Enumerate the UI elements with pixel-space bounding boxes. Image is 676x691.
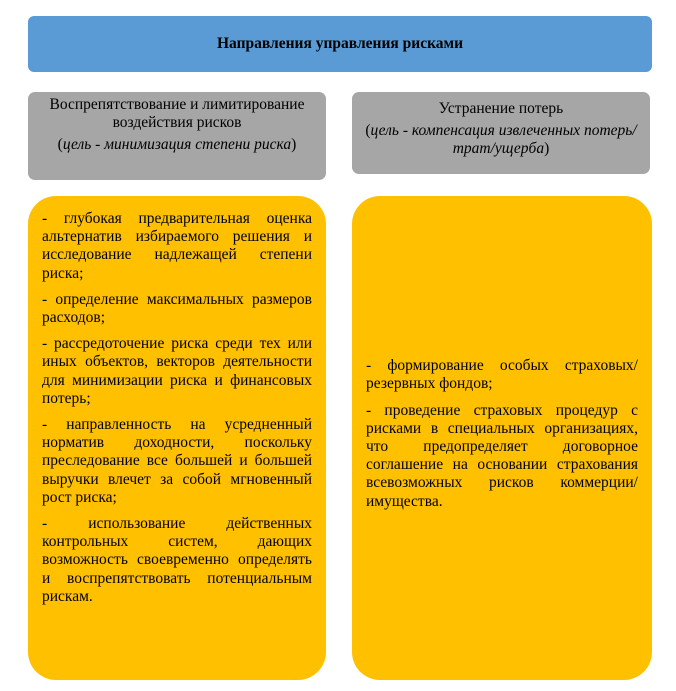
category-right-goal-text: цель - компенсация извлеченных потерь/трат/ущерба (370, 122, 637, 157)
goal-open-paren: ( (57, 136, 63, 153)
category-left (28, 92, 326, 180)
goal-close-paren: ) (544, 140, 550, 157)
list-item: - глубокая предварительная оценка альтернатив избираемого решения и исследование надлежащей степени риска; (42, 210, 312, 282)
category-left-goal (28, 136, 326, 154)
category-left-heading: Воспрепятствование и лимитирование воздействия рисков (49, 96, 305, 131)
list-item: - рассредоточение риска среди тех или иных объектов, векторов деятельности для минимизации риска и финансовых потерь; (42, 335, 312, 407)
diagram-title (28, 16, 652, 72)
category-left-goal-text: цель - минимизация степени риска (62, 136, 292, 153)
category-right-heading: Устранение потерь (438, 100, 564, 117)
category-right (352, 92, 650, 174)
measures-right-box (352, 196, 652, 680)
measures-left-box (28, 196, 326, 680)
goal-close-paren: ) (291, 136, 297, 153)
list-item: - проведение страховых процедур с рисками в специальных организациях, что предопределяет договорное соглашение на основании страхования всевозможных рисков коммерции/имущества. (366, 401, 638, 510)
title-text: Направления управления рисками (216, 35, 464, 52)
list-item: - формирование особых страховых/резервных фондов; (366, 357, 638, 393)
goal-open-paren: ( (365, 122, 371, 139)
list-item: - определение максимальных размеров расходов; (42, 290, 312, 327)
category-right-goal (352, 122, 650, 158)
list-item: - использование действенных контрольных систем, дающих возможность своевременно определять и воспрепятствовать потенциальным рискам. (42, 515, 312, 605)
list-item: - направленность на усредненный норматив доходности, поскольку преследование все большей и большей выручки влечет за собой мгновенный рост риска; (42, 416, 312, 506)
